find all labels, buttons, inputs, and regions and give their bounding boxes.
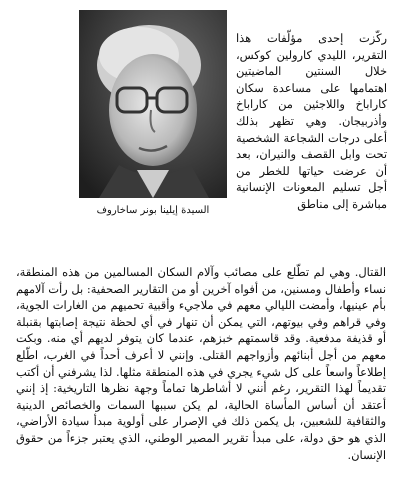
portrait-photo xyxy=(79,10,227,198)
photo-caption: السيدة إيلينا بونر ساخاروف xyxy=(96,205,210,216)
article-body-paragraph xyxy=(16,264,386,463)
intro-text: ركّزت إحدى مؤلّفات هذا التقرير، الليدي كارولين كوكس، خلال السنتين الماضيتين اهتمامها على مساعدة سكان كاراباخ واللاجئين من كاراباخ وأذربيجان. وهي تظهر بذلك أعلى درجات الشجاعة الشخصية تحت وابل القصف والنيران، بعد أن عرضت حياتها للخطر من أجل تسليم المعونات الإنسانية مباشرة إلى مناطق xyxy=(236,31,387,211)
body-text: القتال. وهي لم تطّلع على مصائب وآلام السكان المسالمين من هذه المنطقة، نساء وأطفال ومسنين، من أفواه آخرين أو من التقارير الصحفية: بل رأت آلامهم بأم عينيها، وأمضت الليالي معهم في ملاجيء وأقبية تحميهم من الغارات الجوية، وفي قراهم وفي بيوتهم، التي يمكن أن تنهار في أي لحظة نتيجة إصابتها بقنبلة أو قذيفة مدفعية. وقد قاسمتهم خبزهم، عندما كان يتوفر لديهم أي منه. وبكت معهم من أجل أبنائهم وأزواجهم القتلى. وإنني لا أعرف أحداً في الغرب، اطّلع إطلاعاً واسعاً على كل شيء يجري في هذه المنطقة مثلها. لذا يشرفني أن أكتب تقديماً لهذا التقرير، رغم أنني لا أشاطرها تماماً وجهة نظرها التاريخية: إذ إنني أعتقد أن أساس المأساة الحالية، لم يكن سببها السمات والخصائص الدينية والثقافية للشعبين، بل يكمن ذلك في الإصرار على أولوية مبدأ سيادة الأراضي، الذي هو حق دولة، على مبدأ تقرير المصير الوطني، الذي يعتبر جزءاً من حقوق الإنسان. xyxy=(16,265,386,462)
article-intro-paragraph xyxy=(236,30,387,213)
